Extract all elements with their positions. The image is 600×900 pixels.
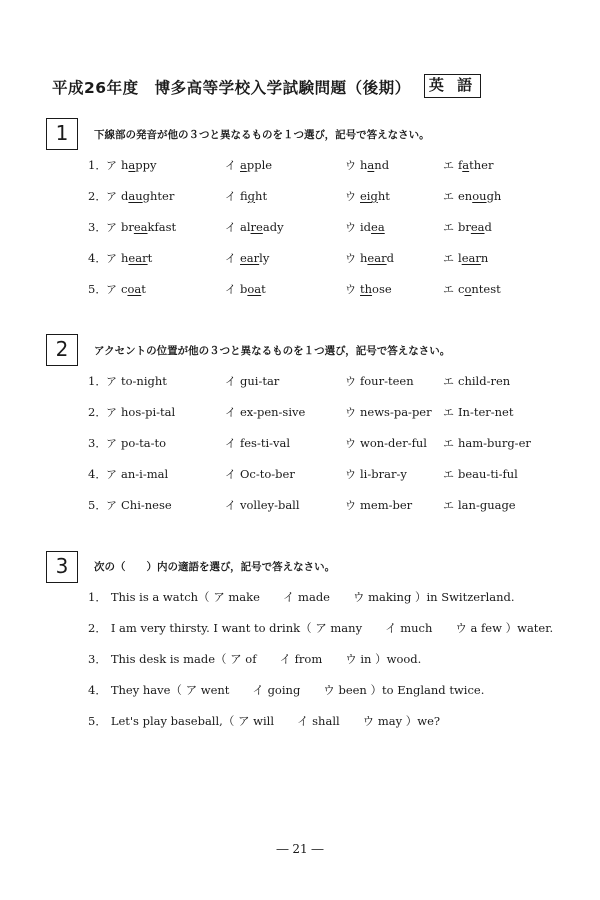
section-2-option-イ: イ Oc-to-ber [225, 467, 295, 481]
section-1-option-イ: イ fight [225, 189, 268, 203]
section-1-option-ウ: ウ those [345, 282, 392, 296]
subject-box: 英 語 [424, 74, 481, 98]
section-1-option-イ: イ boat [225, 282, 266, 296]
section-2-option-ウ: ウ won-der-ful [345, 436, 427, 450]
section-2-option-イ: イ ex-pen-sive [225, 405, 306, 419]
question-number: 2． [88, 189, 107, 203]
section-1-instruction: 下線部の発音が他の３つと異なるものを１つ選び，記号で答えなさい。 [94, 129, 430, 141]
section-3-instruction: 次の（ ）内の適語を選び，記号で答えなさい。 [94, 561, 336, 573]
question-text: Let's play baseball,（ ア will イ shall ウ may ）we? [110, 714, 441, 728]
section-2-option-イ: イ fes-ti-val [225, 436, 291, 450]
question-number: 2． [88, 405, 107, 419]
section-1-option-ア: ア heart [106, 251, 153, 265]
section-1-option-イ: イ already [225, 220, 284, 234]
section-1-option-イ: イ apple [225, 158, 273, 172]
question-number: 5． [88, 498, 107, 512]
section-2-instruction: アクセントの位置が他の３つと異なるものを１つ選び，記号で答えなさい。 [94, 345, 451, 357]
section-2-number: 2 [46, 334, 78, 366]
section-2-option-ア: ア Chi-nese [106, 498, 172, 512]
question-number: 4． [88, 683, 107, 697]
section-2-option-ウ: ウ four-teen [345, 374, 414, 388]
section-1-option-ア: ア daughter [106, 189, 175, 203]
section-1-option-エ: エ enough [443, 189, 502, 203]
section-3-question-5 [88, 713, 440, 729]
question-text: This is a watch（ ア make イ made ウ making ）in Switzerland. [110, 590, 515, 604]
section-2-question-2 [0, 404, 600, 422]
section-1-option-ウ: ウ hand [345, 158, 390, 172]
section-1-question-2 [0, 188, 600, 206]
section-3-question-4 [88, 682, 484, 698]
section-1-option-エ: エ contest [443, 282, 501, 296]
question-number: 4． [88, 251, 107, 265]
section-1-option-エ: エ father [443, 158, 494, 172]
section-2-option-エ: エ child-ren [443, 374, 511, 388]
section-2-question-1 [0, 373, 600, 391]
section-1-option-ア: ア coat [106, 282, 146, 296]
question-number: 4． [88, 467, 107, 481]
section-2-option-ア: ア po-ta-to [106, 436, 167, 450]
section-1-option-イ: イ early [225, 251, 270, 265]
section-2-option-ウ: ウ news-pa-per [345, 405, 432, 419]
question-number: 3． [88, 220, 107, 234]
question-text: They have（ ア went イ going ウ been ）to England twice. [110, 683, 485, 697]
question-number: 3． [88, 436, 107, 450]
question-number: 5． [88, 714, 107, 728]
section-1-number: 1 [46, 118, 78, 150]
section-2-option-エ: エ lan-guage [443, 498, 516, 512]
section-3-question-1 [88, 589, 515, 605]
exam-title: 平成26年度 博多高等学校入学試験問題（後期） [52, 79, 411, 97]
question-number: 1． [88, 158, 107, 172]
question-number: 2． [88, 621, 107, 635]
section-2-option-エ: エ In-ter-net [443, 405, 514, 419]
question-number: 3． [88, 652, 107, 666]
question-number: 1． [88, 590, 107, 604]
section-2-option-ア: ア to-night [106, 374, 167, 388]
section-2-option-ウ: ウ mem-ber [345, 498, 413, 512]
section-1-option-ア: ア happy [106, 158, 157, 172]
section-1-question-1 [0, 157, 600, 175]
section-1-option-ウ: ウ heard [345, 251, 394, 265]
section-3-question-3 [88, 651, 421, 667]
section-1-option-エ: エ learn [443, 251, 489, 265]
section-1-question-5 [0, 281, 600, 299]
section-1-option-エ: エ bread [443, 220, 492, 234]
question-number: 5． [88, 282, 107, 296]
section-2-option-ア: ア hos-pi-tal [106, 405, 176, 419]
page-number: ― 21 ― [276, 842, 324, 856]
section-2-option-イ: イ gui-tar [225, 374, 280, 388]
section-2-option-エ: エ ham-burg-er [443, 436, 531, 450]
section-1-option-ウ: ウ idea [345, 220, 385, 234]
question-number: 1． [88, 374, 107, 388]
section-1-option-ウ: ウ eight [345, 189, 390, 203]
section-2-option-ウ: ウ li-brar-y [345, 467, 407, 481]
section-2-option-エ: エ beau-ti-ful [443, 467, 518, 481]
section-2-question-4 [0, 466, 600, 484]
section-2-option-ア: ア an-i-mal [106, 467, 169, 481]
question-text: I am very thirsty. I want to drink（ ア many イ much ウ a few ）water. [110, 621, 554, 635]
section-1-question-3 [0, 219, 600, 237]
question-text: This desk is made（ ア of イ from ウ in ）wood. [110, 652, 422, 666]
section-3-number: 3 [46, 551, 78, 583]
section-1-question-4 [0, 250, 600, 268]
section-3-question-2 [88, 620, 553, 636]
section-2-question-5 [0, 497, 600, 515]
section-2-option-イ: イ volley-ball [225, 498, 300, 512]
section-2-question-3 [0, 435, 600, 453]
section-1-option-ア: ア breakfast [106, 220, 177, 234]
